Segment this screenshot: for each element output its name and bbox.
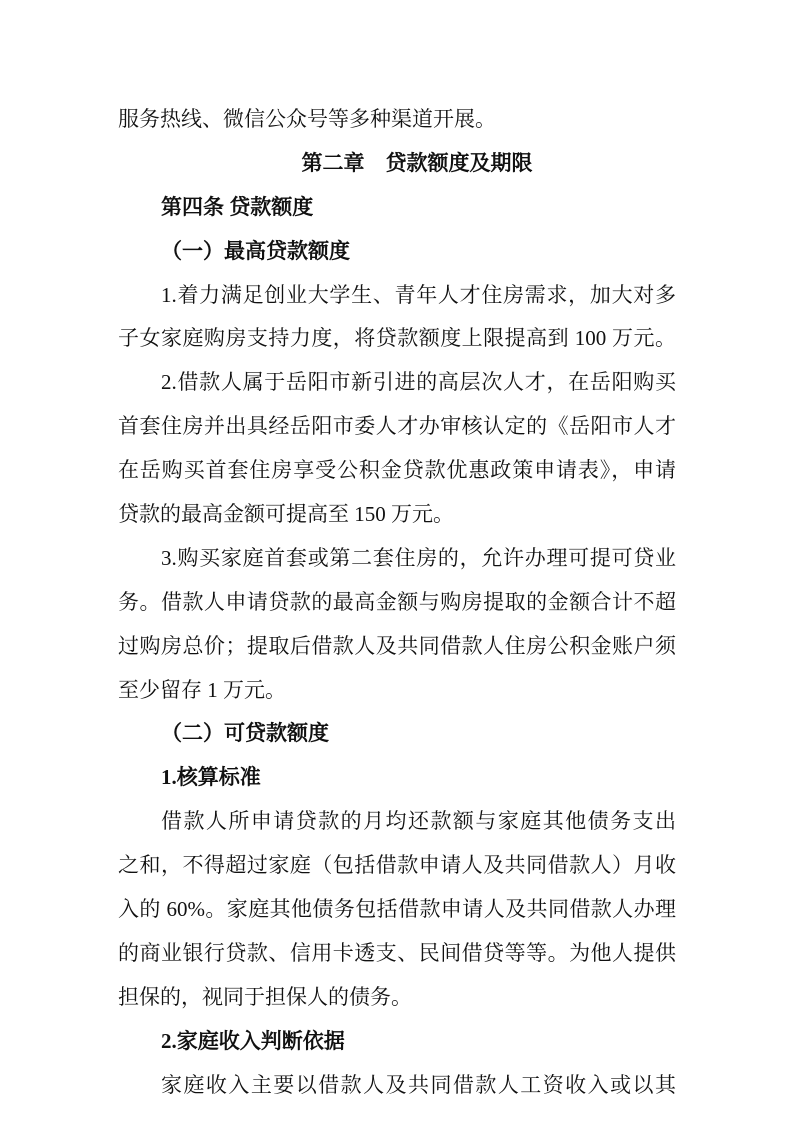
body-text-line: 过购房总价；提取后借款人及共同借款人住房公积金账户须 [118,633,676,658]
body-text-line: 1.着力满足创业大学生、青年人才住房需求，加大对多 [161,282,676,307]
body-text-line: 至少留存 1 万元。 [118,677,286,702]
document-body [118,98,676,1107]
body-text-line: 首套住房并出具经岳阳市委人才办审核认定的《岳阳市人才 [118,414,676,439]
chapter-heading: 第二章 贷款额度及期限 [301,150,533,175]
body-text-line: 2.借款人属于岳阳市新引进的高层次人才，在岳阳购买 [161,370,676,395]
section-heading: （一）最高贷款额度 [161,238,350,263]
article-heading: 第四条 贷款额度 [161,194,314,219]
body-text-line: 服务热线、微信公众号等多种渠道开展。 [118,107,496,131]
body-text-line: 入的 60%。家庭其他债务包括借款申请人及共同借款人办理 [118,897,676,922]
body-text-line: 借款人所申请贷款的月均还款额与家庭其他债务支出 [161,809,676,834]
body-text-line: 在岳购买首套住房享受公积金贷款优惠政策申请表》，申请 [118,458,676,483]
body-text-line: 担保的，视同于担保人的债务。 [118,984,412,1009]
body-text-line: 之和，不得超过家庭（包括借款申请人及共同借款人）月收 [118,853,676,878]
body-text-line: 家庭收入主要以借款人及共同借款人工资收入或以其 [161,1072,676,1097]
section-heading: （二）可贷款额度 [161,721,329,746]
subsection-heading: 1.核算标准 [161,765,261,790]
body-text-line: 贷款的最高金额可提高至 150 万元。 [118,502,454,527]
body-text-line: 3.购买家庭首套或第二套住房的，允许办理可提可贷业 [161,545,676,570]
body-text-line: 子女家庭购房支持力度，将贷款额度上限提高到 100 万元。 [118,326,676,351]
subsection-heading: 2.家庭收入判断依据 [161,1028,345,1053]
body-text-line: 务。借款人申请贷款的最高金额与购房提取的金额合计不超 [118,589,676,614]
body-text-line: 的商业银行贷款、信用卡透支、民间借贷等等。为他人提供 [118,940,676,965]
